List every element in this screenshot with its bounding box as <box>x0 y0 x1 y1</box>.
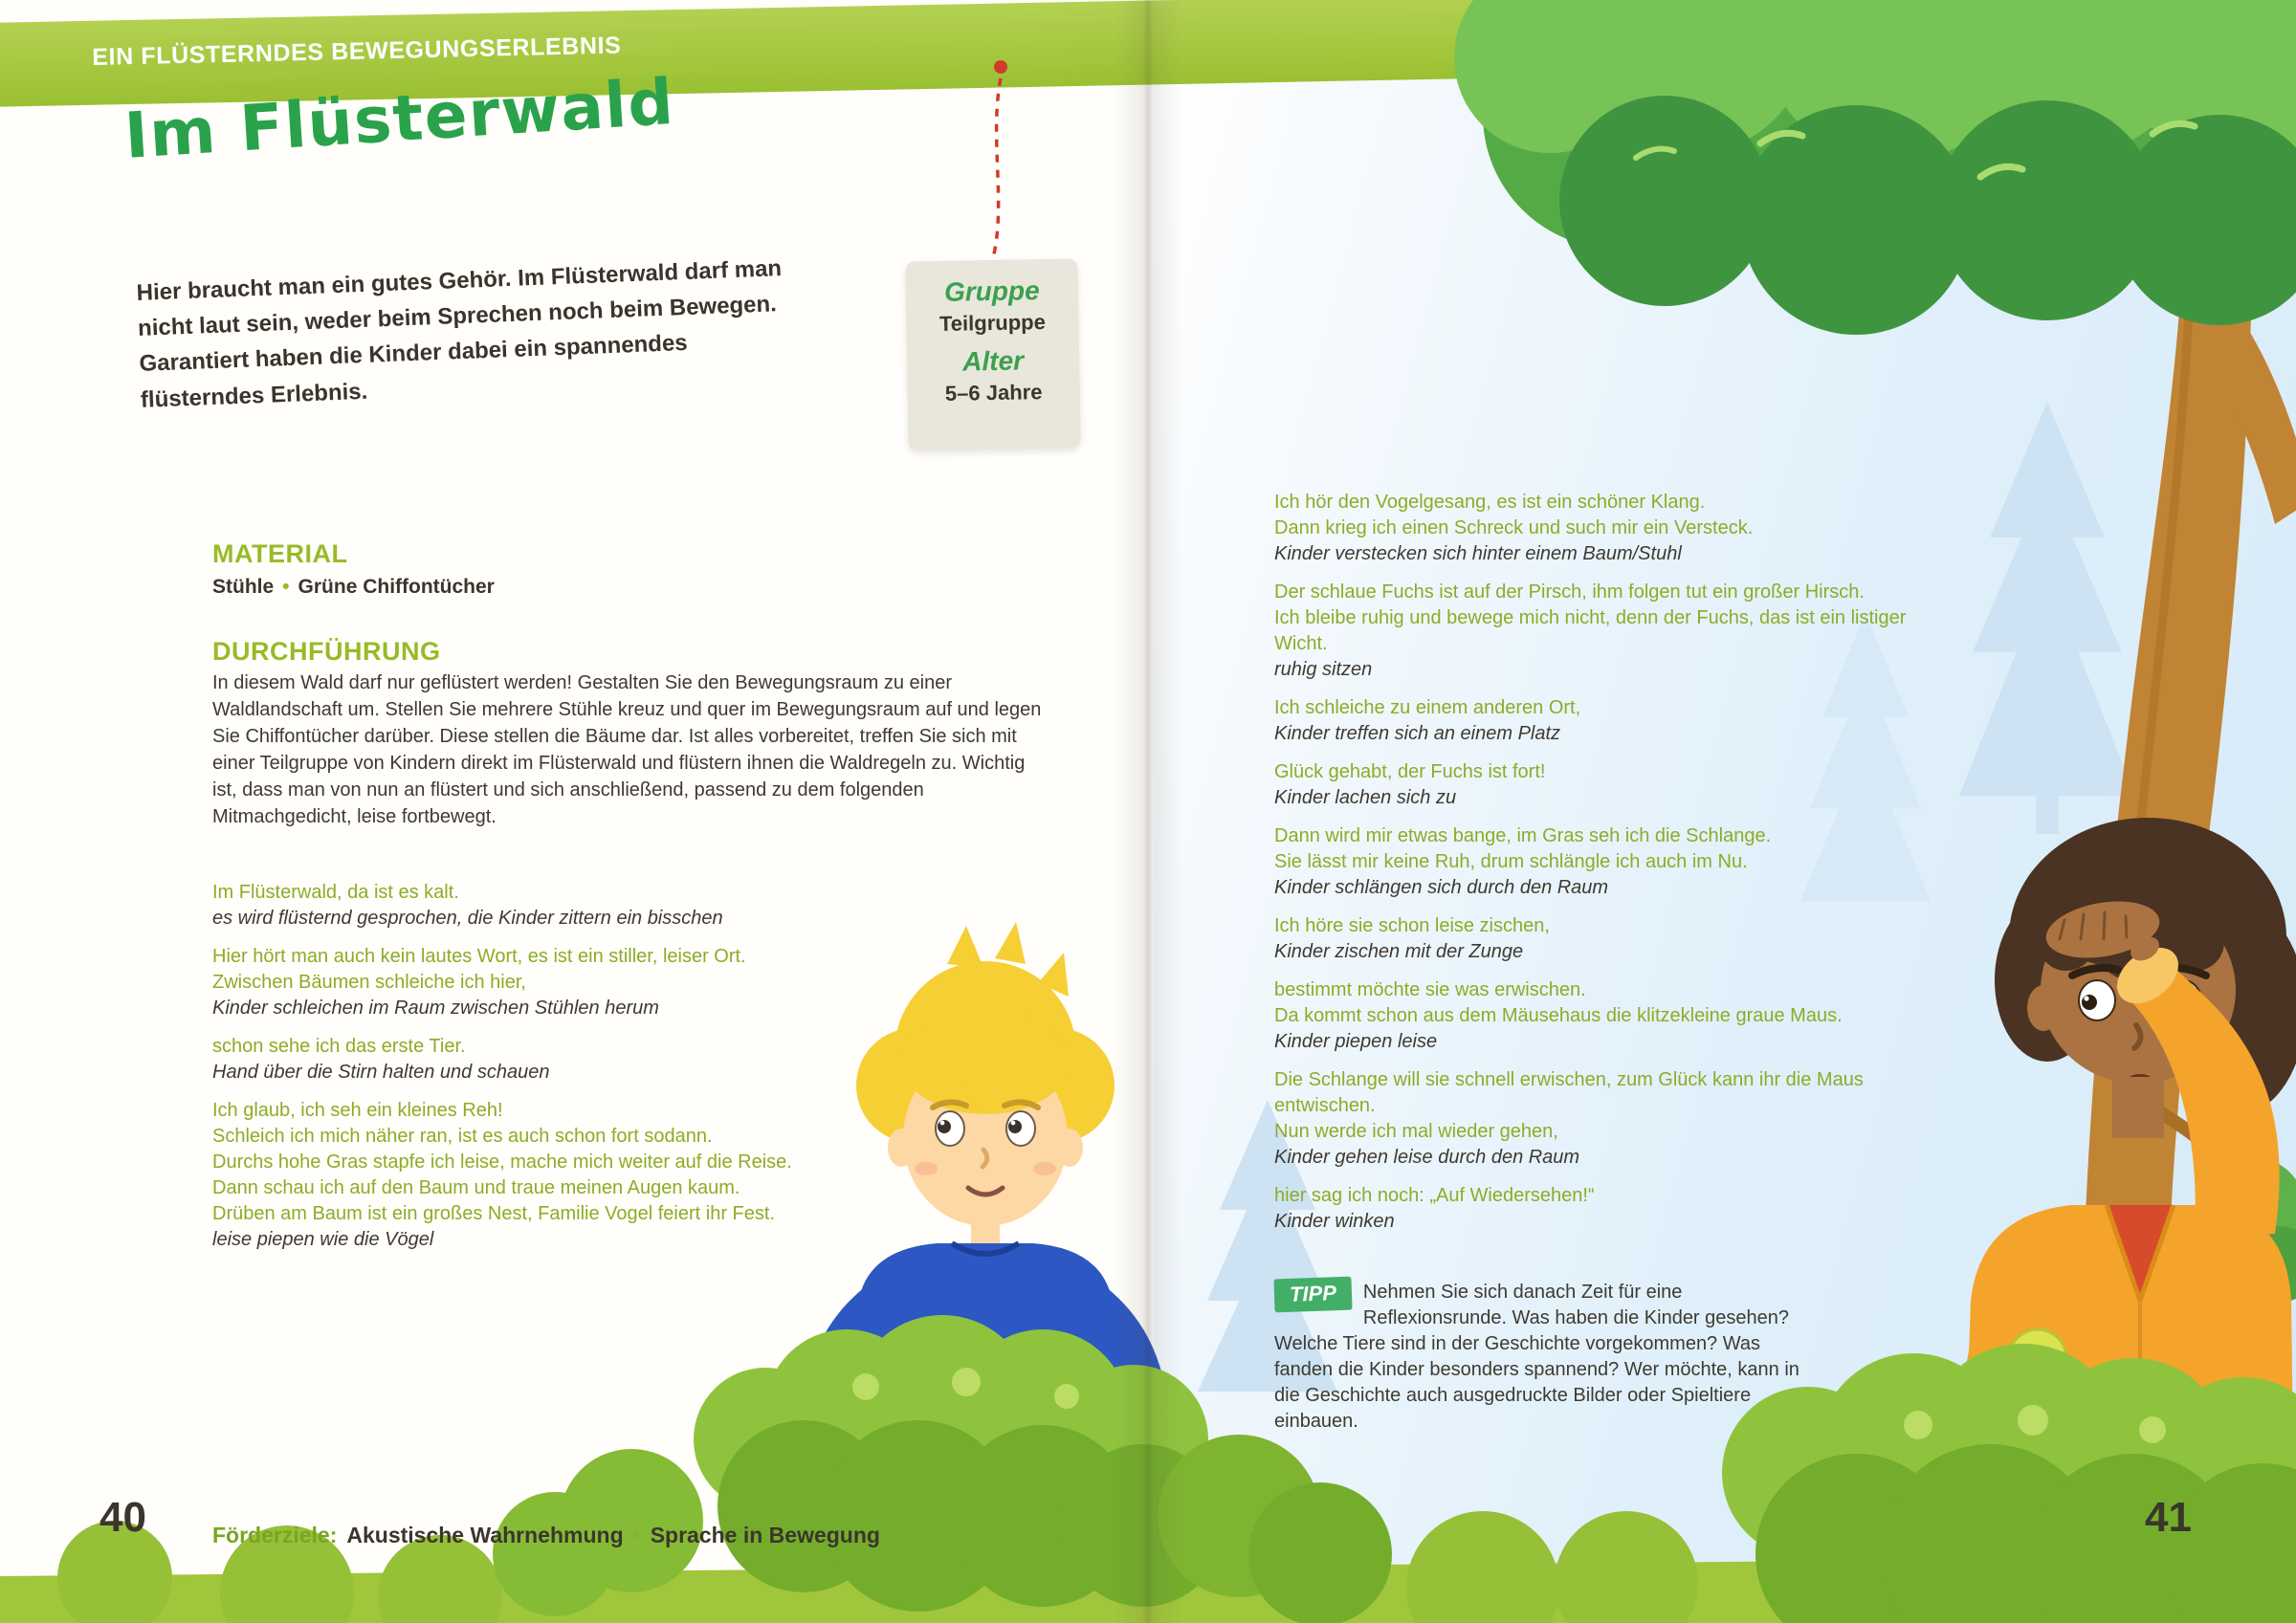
poem-stanza <box>212 1034 1016 1086</box>
poem-action-line: leise piepen wie die Vögel <box>212 1229 434 1250</box>
poem-stanza <box>1274 490 1944 567</box>
poem-left-column <box>212 880 1016 1265</box>
material-item: Stühle <box>212 576 275 598</box>
age-label: Alter <box>961 345 1025 377</box>
poem-verse-line: Dann schau ich auf den Baum und traue meinen Augen kaum. <box>212 1177 740 1198</box>
poem-verse-line: Dann wird mir etwas bange, im Gras seh ich die Schlange. <box>1274 825 1772 846</box>
poem-verse-line: Die Schlange will sie schnell erwischen, zum Glück kann ihr die Maus entwischen. <box>1274 1069 1864 1116</box>
poem-stanza <box>1274 913 1944 965</box>
poem-verse-line: bestimmt möchte sie was erwischen. <box>1274 979 1586 1000</box>
boy-front-bush <box>493 1315 1225 1616</box>
poem-stanza <box>1274 1183 1944 1235</box>
foerderziel-goal: Sprache in Bewegung <box>650 1523 880 1547</box>
chapter-banner: EIN FLÜSTERNDES BEWEGUNGSERLEBNIS <box>92 32 622 71</box>
material-items <box>212 576 495 599</box>
poem-verse-line: schon sehe ich das erste Tier. <box>212 1036 466 1057</box>
poem-stanza <box>212 1098 1016 1253</box>
poem-verse-line: Ich höre sie schon leise zischen, <box>1274 915 1550 936</box>
poem-right-column <box>1274 490 1944 1247</box>
poem-verse-line: Glück gehabt, der Fuchs ist fort! <box>1274 761 1546 782</box>
foerderziele-label: Förderziele: <box>212 1523 338 1547</box>
material-heading: MATERIAL <box>212 539 348 568</box>
pin-dot <box>994 60 1007 74</box>
poem-action-line: Kinder verstecken sich hinter einem Baum/Stuhl <box>1274 543 1682 564</box>
page-number-left: 40 <box>99 1494 146 1541</box>
page-title: Im Flüsterwald <box>122 64 677 173</box>
poem-stanza <box>212 880 1016 932</box>
bullet-separator: • <box>632 1523 641 1547</box>
material-item: Grüne Chiffontücher <box>298 576 495 598</box>
poem-verse-line: Nun werde ich mal wieder gehen, <box>1274 1121 1558 1142</box>
instructions-text: In diesem Wald darf nur geflüstert werden! Gestalten Sie den Bewegungsraum zu einer Waldlandschaft um. Stellen Sie mehrere Stühle kreuz und quer im Bewegungsraum auf und legen Sie Chiffontücher darüber. Diese stellen die Bäume dar. Ist alles vorbereitet, treffen Sie sich mit einer Teilgruppe von Kindern direkt im Flüsterwald und flüstern ihnen die Waldregeln zu. Wichtig ist, dass man von nun an flüstert und sich anschließend, passend zu dem folgenden Mitmachgedicht, leise fortbewegt. <box>212 672 1042 827</box>
poem-verse-line: Zwischen Bäumen schleiche ich hier, <box>212 972 526 993</box>
poem-verse-line: Ich glaub, ich seh ein kleines Reh! <box>212 1100 503 1121</box>
group-label: Gruppe <box>943 275 1040 307</box>
poem-action-line: Kinder gehen leise durch den Raum <box>1274 1147 1580 1168</box>
poem-action-line: Kinder schleichen im Raum zwischen Stühlen herum <box>212 998 659 1019</box>
pin-dashed-line <box>993 78 1001 258</box>
page-number-right: 41 <box>2145 1494 2192 1541</box>
poem-verse-line: Im Flüsterwald, da ist es kalt. <box>212 882 459 903</box>
poem-action-line: Kinder treffen sich an einem Platz <box>1274 723 1561 744</box>
poem-stanza <box>1274 695 1944 747</box>
poem-verse-line: Ich hör den Vogelgesang, es ist ein schöner Klang. <box>1274 492 1706 513</box>
poem-action-line: Kinder piepen leise <box>1274 1031 1438 1052</box>
poem-stanza <box>1274 1067 1944 1171</box>
poem-verse-line: Durchs hohe Gras stapfe ich leise, mache mich weiter auf die Reise. <box>212 1151 792 1173</box>
poem-stanza <box>1274 823 1944 901</box>
foerderziel-goal: Akustische Wahrnehmung <box>346 1523 624 1547</box>
poem-action-line: Hand über die Stirn halten und schauen <box>212 1062 550 1083</box>
info-tag-card <box>905 258 1080 450</box>
poem-verse-line: Drüben am Baum ist ein großes Nest, Familie Vogel feiert ihr Fest. <box>212 1203 776 1224</box>
poem-action-line: Kinder lachen sich zu <box>1274 787 1457 808</box>
instructions-heading: DURCHFÜHRUNG <box>212 637 441 666</box>
poem-verse-line: Ich bleibe ruhig und bewege mich nicht, denn der Fuchs, das ist ein listiger Wicht. <box>1274 607 1907 654</box>
poem-action-line: es wird flüsternd gesprochen, die Kinder zittern ein bisschen <box>212 908 723 929</box>
poem-verse-line: Dann krieg ich einen Schreck und such mir ein Versteck. <box>1274 517 1754 538</box>
poem-stanza <box>1274 759 1944 811</box>
poem-action-line: Kinder schlängen sich durch den Raum <box>1274 877 1609 898</box>
bullet-separator: • <box>282 576 290 598</box>
poem-action-line: ruhig sitzen <box>1274 659 1373 680</box>
poem-stanza <box>1274 977 1944 1055</box>
poem-stanza <box>212 944 1016 1021</box>
poem-verse-line: hier sag ich noch: „Auf Wiedersehen!“ <box>1274 1185 1595 1206</box>
intro-text: Hier braucht man ein gutes Gehör. Im Flüsterwald darf man nicht laut sein, weder beim Sprechen noch beim Bewegen. Garantiert haben die Kinder dabei ein spannendes flüsterndes Erlebnis. <box>136 255 783 413</box>
tip-badge: TIPP <box>1273 1277 1352 1313</box>
poem-verse-line: Da kommt schon aus dem Mäusehaus die klitzekleine graue Maus. <box>1274 1005 1843 1026</box>
age-value: 5–6 Jahre <box>944 379 1043 406</box>
tag-pin <box>947 55 1071 275</box>
poem-verse-line: Hier hört man auch kein lautes Wort, es ist ein stiller, leiser Ort. <box>212 946 746 967</box>
poem-verse-line: Sie lässt mir keine Ruh, drum schlängle ich auch im Nu. <box>1274 851 1748 872</box>
group-value: Teilgruppe <box>938 309 1047 336</box>
poem-verse-line: Schleich ich mich näher ran, ist es auch schon fort sodann. <box>212 1126 713 1147</box>
bushes-illustration <box>0 1282 2296 1623</box>
child-front-bush <box>1722 1344 2296 1623</box>
tree-canopy <box>1454 0 2296 335</box>
poem-verse-line: Ich schleiche zu einem anderen Ort, <box>1274 697 1581 718</box>
poem-verse-line: Der schlaue Fuchs ist auf der Pirsch, ihm folgen tut ein großer Hirsch. <box>1274 581 1865 603</box>
poem-action-line: Kinder winken <box>1274 1211 1395 1232</box>
poem-action-line: Kinder zischen mit der Zunge <box>1274 941 1524 962</box>
tip-text: Nehmen Sie sich danach Zeit für eine Reflexionsrunde. Was haben die Kinder gesehen? Welche Tiere sind in der Geschichte vorgekommen? Was fanden die Kinder besonders spannend? Wer möchte, kann in die Geschichte auch ausgedruckte Bilder oder Spieltiere einbauen. <box>1274 1282 1799 1432</box>
poem-stanza <box>1274 580 1944 683</box>
foerderziele-line <box>212 1523 880 1548</box>
